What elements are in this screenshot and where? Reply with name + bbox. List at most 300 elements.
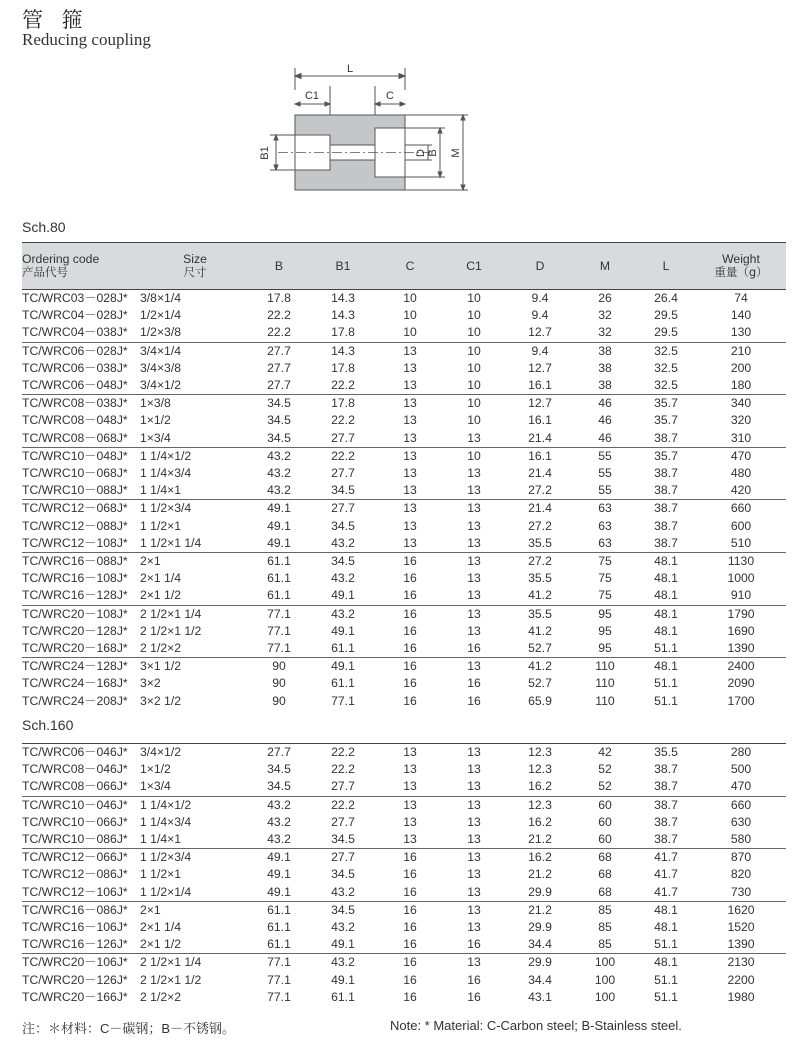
cell-size: 2×1 1/4 (140, 571, 182, 586)
table-row (22, 675, 786, 692)
cell-b: 61.1 (267, 588, 291, 603)
cell-b1: 43.2 (331, 920, 355, 935)
cell-size: 3/4×3/8 (140, 360, 182, 375)
cell-m: 55 (598, 483, 612, 498)
cell-b1: 17.8 (308, 395, 378, 413)
cell-c: 13 (378, 395, 442, 413)
cell-c1: 13 (467, 762, 481, 777)
cell-size: 1×3/4 (140, 779, 171, 794)
cell-b: 22.2 (267, 308, 291, 323)
col-d: D (506, 243, 574, 290)
cell-c: 16 (378, 849, 442, 867)
sch160-table-body (22, 744, 786, 1007)
table-row (22, 605, 786, 623)
sch80-table-body (22, 290, 786, 710)
cell-weight: 1390 (727, 641, 755, 656)
cell-m: 32 (598, 325, 612, 340)
cell-b: 34.5 (267, 762, 291, 777)
cell-size: 1 1/2×3/4 (140, 849, 250, 867)
table-row (22, 919, 786, 936)
cell-c: 13 (403, 535, 417, 550)
cell-size: 1 1/4×1 (140, 483, 182, 498)
cell-weight: 1690 (727, 623, 755, 638)
cell-c1: 16 (467, 989, 481, 1004)
label-B: B (427, 149, 439, 157)
cell-c1: 13 (442, 658, 506, 676)
cell-d: 12.3 (528, 745, 552, 759)
cell-d: 9.4 (531, 291, 549, 305)
cell-c: 16 (403, 571, 417, 586)
cell-b: 77.1 (267, 989, 291, 1004)
col-b: B (250, 243, 308, 290)
cell-l: 35.7 (636, 447, 696, 465)
cell-b: 34.5 (267, 779, 291, 794)
cell-c1: 13 (467, 571, 481, 586)
label-M: M (450, 148, 462, 158)
cell-m: 52 (598, 762, 612, 777)
cell-l: 26.4 (654, 291, 678, 305)
cell-l: 48.1 (654, 571, 678, 586)
cell-c1: 13 (442, 500, 506, 518)
cell-c: 13 (403, 378, 417, 393)
cell-size: 1 1/4×3/4 (140, 814, 192, 829)
cell-d: 34.4 (528, 972, 552, 987)
cell-m: 110 (574, 658, 636, 676)
cell-weight: 210 (696, 342, 786, 360)
cell-d: 41.2 (528, 588, 552, 603)
cell-c: 13 (378, 447, 442, 465)
cell-c1: 10 (467, 378, 481, 393)
cell-size: 1 1/2×1 1/4 (140, 535, 202, 550)
cell-b1: 43.2 (331, 884, 355, 899)
label-B1: B1 (259, 146, 271, 160)
cell-b1: 22.2 (308, 796, 378, 814)
cell-b1: 49.1 (331, 623, 355, 638)
cell-c1: 13 (442, 849, 506, 867)
table-row (22, 360, 786, 377)
table-row (22, 535, 786, 553)
table-row (22, 884, 786, 902)
cell-ordering-code: TC/WRC08－066J* (22, 779, 128, 794)
cell-ordering-code: TC/WRC08－068J* (22, 430, 128, 445)
cell-weight: 480 (730, 466, 752, 481)
cell-size: 3×2 1/2 (140, 693, 182, 708)
cell-b: 49.1 (267, 867, 291, 882)
cell-weight: 2200 (727, 972, 755, 987)
cell-d: 16.1 (528, 378, 552, 393)
cell-ordering-code: TC/WRC08－038J* (22, 395, 140, 413)
cell-ordering-code: TC/WRC16－126J* (22, 937, 128, 952)
cell-d: 21.4 (528, 430, 552, 445)
cell-c: 16 (403, 867, 417, 882)
cell-b: 77.1 (267, 623, 291, 638)
cell-size: 1 1/2×1 (140, 518, 182, 533)
cell-m: 60 (598, 814, 612, 829)
cell-d: 12.7 (528, 360, 552, 375)
cell-b1: 34.5 (308, 901, 378, 919)
cell-ordering-code: TC/WRC06－028J* (22, 342, 140, 360)
cell-c: 13 (403, 483, 417, 498)
cell-d: 12.3 (528, 762, 552, 777)
table-row (22, 623, 786, 640)
table-row (22, 324, 786, 342)
cell-ordering-code: TC/WRC12－106J* (22, 884, 128, 899)
cell-c1: 13 (467, 430, 481, 445)
cell-size: 2 1/2×2 (140, 641, 182, 656)
cell-ordering-code: TC/WRC12－068J* (22, 500, 140, 518)
cell-weight: 660 (696, 796, 786, 814)
cell-b1: 34.5 (308, 553, 378, 571)
sch160-table (22, 743, 786, 1006)
cell-c: 16 (403, 972, 417, 987)
cell-l: 29.5 (654, 325, 678, 340)
cell-c: 16 (403, 693, 417, 708)
cell-c: 13 (403, 779, 417, 794)
table-row (22, 570, 786, 587)
sch160-label: Sch.160 (22, 717, 74, 733)
cell-d: 12.7 (528, 325, 552, 340)
cell-ordering-code: TC/WRC24－168J* (22, 676, 128, 691)
cell-l: 51.1 (654, 989, 678, 1004)
cell-size: 3×2 (140, 676, 161, 691)
cell-l: 48.1 (636, 553, 696, 571)
cell-c1: 10 (467, 291, 481, 305)
cell-d: 21.4 (506, 500, 574, 518)
cell-size: 2 1/2×1 1/4 (140, 954, 250, 972)
cell-b: 43.2 (267, 483, 291, 498)
cell-c: 13 (403, 814, 417, 829)
table-row (22, 849, 786, 867)
col-weight: Weight 重量（g） (696, 243, 786, 290)
cell-size: 1 1/4×1/2 (140, 796, 250, 814)
cell-l: 35.7 (636, 395, 696, 413)
cell-c: 13 (403, 430, 417, 445)
cell-b: 34.5 (267, 413, 291, 428)
cell-ordering-code: TC/WRC20－166J* (22, 989, 128, 1004)
cell-size: 2 1/2×1 1/2 (140, 972, 202, 987)
cell-b1: 34.5 (331, 518, 355, 533)
col-l: L (636, 243, 696, 290)
cell-weight: 1520 (727, 920, 755, 935)
cell-size: 1×1/2 (140, 762, 171, 777)
cell-weight: 420 (730, 483, 752, 498)
cell-size: 1 1/2×3/4 (140, 500, 250, 518)
cell-d: 27.2 (528, 483, 552, 498)
cell-size: 1 1/2×1/4 (140, 884, 192, 899)
cell-size: 3/8×1/4 (140, 291, 182, 305)
cell-c1: 16 (467, 693, 481, 708)
cell-ordering-code: TC/WRC20－168J* (22, 641, 128, 656)
cell-l: 48.1 (654, 588, 678, 603)
table-row (22, 744, 786, 762)
cell-l: 38.7 (654, 518, 678, 533)
cell-m: 68 (574, 849, 636, 867)
cell-c1: 13 (442, 605, 506, 623)
cell-ordering-code: TC/WRC16－088J* (22, 553, 140, 571)
cell-d: 16.1 (506, 447, 574, 465)
cell-l: 38.7 (654, 762, 678, 777)
cell-b1: 43.2 (331, 535, 355, 550)
cell-b: 61.1 (250, 553, 308, 571)
table-row (22, 814, 786, 831)
cell-weight: 2090 (727, 676, 755, 691)
cell-l: 48.1 (654, 920, 678, 935)
cell-size: 2 1/2×2 (140, 989, 182, 1004)
cell-c1: 13 (442, 796, 506, 814)
cell-ordering-code: TC/WRC24－128J* (22, 658, 140, 676)
cell-l: 38.7 (654, 814, 678, 829)
table-row (22, 290, 786, 308)
table-row (22, 430, 786, 448)
cell-c1: 13 (467, 867, 481, 882)
cell-weight: 1000 (727, 571, 755, 586)
table-row (22, 954, 786, 972)
cell-m: 63 (598, 518, 612, 533)
cell-m: 68 (598, 867, 612, 882)
cell-m: 42 (598, 745, 612, 759)
cell-b: 77.1 (267, 641, 291, 656)
cell-b: 27.7 (267, 745, 291, 759)
cell-b1: 49.1 (331, 972, 355, 987)
cell-m: 60 (598, 832, 612, 847)
cell-ordering-code: TC/WRC16－128J* (22, 588, 128, 603)
table-row (22, 307, 786, 324)
cell-d: 16.2 (528, 814, 552, 829)
table-row (22, 500, 786, 518)
cell-c1: 13 (467, 745, 481, 759)
cell-c1: 13 (467, 623, 481, 638)
cell-size: 1×1/2 (140, 413, 171, 428)
cell-m: 46 (598, 430, 612, 445)
cell-c: 16 (403, 920, 417, 935)
table-row (22, 936, 786, 954)
cell-weight: 280 (730, 745, 752, 759)
cell-weight: 600 (730, 518, 752, 533)
cell-size: 1/2×1/4 (140, 308, 182, 323)
cell-b: 61.1 (267, 571, 291, 586)
table-row (22, 465, 786, 482)
cell-d: 16.1 (528, 413, 552, 428)
cell-weight: 1700 (727, 693, 755, 708)
cell-weight: 580 (730, 832, 752, 847)
cell-c: 16 (403, 937, 417, 952)
cell-b: 49.1 (250, 849, 308, 867)
cell-c1: 16 (467, 937, 481, 952)
cell-b1: 14.3 (331, 291, 355, 305)
cell-b1: 27.7 (308, 500, 378, 518)
cell-weight: 730 (730, 884, 752, 899)
cell-ordering-code: TC/WRC04－038J* (22, 325, 128, 340)
cell-c: 13 (378, 342, 442, 360)
cell-c1: 13 (442, 901, 506, 919)
cell-d: 29.9 (528, 884, 552, 899)
cell-l: 51.1 (654, 641, 678, 656)
cell-size: 3×1 1/2 (140, 658, 250, 676)
cell-size: 2×1 1/4 (140, 920, 182, 935)
cell-c: 13 (403, 360, 417, 375)
cell-b1: 22.2 (331, 762, 355, 777)
cell-b1: 27.7 (331, 466, 355, 481)
cell-m: 100 (594, 972, 616, 987)
cell-b1: 61.1 (331, 989, 355, 1004)
cell-m: 95 (598, 623, 612, 638)
cell-l: 48.1 (636, 901, 696, 919)
cell-d: 34.4 (528, 937, 552, 952)
cell-size: 1 1/4×1 (140, 832, 182, 847)
cell-d: 41.2 (528, 623, 552, 638)
cell-weight: 130 (730, 325, 752, 340)
cell-ordering-code: TC/WRC10－046J* (22, 796, 140, 814)
cell-weight: 660 (696, 500, 786, 518)
cell-m: 100 (574, 954, 636, 972)
cell-l: 32.5 (636, 342, 696, 360)
cell-b: 49.1 (267, 884, 291, 899)
cell-c: 16 (403, 676, 417, 691)
col-ordering-code: Ordering code 产品代号 (22, 243, 140, 290)
cell-size: 1×3/4 (140, 430, 171, 445)
cell-m: 63 (574, 500, 636, 518)
cell-b: 90 (272, 693, 286, 708)
cell-c: 13 (403, 762, 417, 777)
cell-ordering-code: TC/WRC16－108J* (22, 571, 128, 586)
cell-d: 27.2 (506, 553, 574, 571)
cell-b1: 77.1 (331, 693, 355, 708)
cell-b1: 43.2 (308, 605, 378, 623)
sch80-header-row (22, 243, 786, 290)
cell-c1: 16 (467, 676, 481, 691)
cell-weight: 180 (730, 378, 752, 393)
cell-weight: 500 (730, 762, 752, 777)
cell-weight: 1980 (727, 989, 755, 1004)
cell-m: 38 (598, 378, 612, 393)
table-row (22, 901, 786, 919)
cell-b1: 22.2 (331, 745, 355, 759)
cell-ordering-code: TC/WRC20－128J* (22, 623, 128, 638)
table-row (22, 377, 786, 395)
cell-m: 55 (598, 466, 612, 481)
cell-m: 85 (598, 937, 612, 952)
cell-l: 35.5 (654, 745, 678, 759)
cell-c1: 10 (467, 325, 481, 340)
cell-d: 12.7 (506, 395, 574, 413)
cell-b1: 34.5 (331, 867, 355, 882)
cell-weight: 820 (730, 867, 752, 882)
cell-l: 48.1 (636, 658, 696, 676)
cell-ordering-code: TC/WRC08－046J* (22, 762, 128, 777)
cell-b1: 22.2 (331, 413, 355, 428)
cell-b: 43.2 (250, 796, 308, 814)
cell-l: 38.7 (654, 483, 678, 498)
cell-l: 38.7 (654, 466, 678, 481)
cell-b: 77.1 (250, 954, 308, 972)
cell-ordering-code: TC/WRC03－028J* (22, 291, 128, 305)
page-title-cn: 管 箍 (22, 8, 89, 32)
cell-b1: 34.5 (331, 832, 355, 847)
cell-weight: 310 (730, 430, 752, 445)
cell-ordering-code: TC/WRC12－108J* (22, 535, 128, 550)
cell-m: 110 (595, 676, 615, 691)
cell-c: 16 (378, 658, 442, 676)
cell-weight: 470 (696, 447, 786, 465)
cell-b: 61.1 (267, 920, 291, 935)
cell-ordering-code: TC/WRC10－068J* (22, 466, 128, 481)
cell-ordering-code: TC/WRC06－048J* (22, 378, 128, 393)
cell-b1: 17.8 (331, 360, 355, 375)
cell-b: 49.1 (267, 518, 291, 533)
cell-ordering-code: TC/WRC20－108J* (22, 605, 140, 623)
table-row (22, 972, 786, 989)
page-title-en: Reducing coupling (22, 30, 151, 49)
cell-c1: 10 (442, 447, 506, 465)
cell-b: 34.5 (250, 395, 308, 413)
cell-ordering-code: TC/WRC08－048J* (22, 413, 128, 428)
cell-c: 10 (403, 291, 417, 305)
cell-m: 110 (595, 693, 615, 708)
cell-d: 16.2 (528, 779, 552, 794)
cell-d: 9.4 (506, 342, 574, 360)
label-C: C (386, 90, 394, 102)
table-row (22, 447, 786, 465)
coupling-drawing (240, 60, 490, 205)
col-b1: B1 (308, 243, 378, 290)
cell-l: 48.1 (654, 623, 678, 638)
cell-weight: 470 (730, 779, 752, 794)
label-C1: C1 (304, 90, 320, 102)
cell-ordering-code: TC/WRC24－208J* (22, 693, 128, 708)
cell-c1: 13 (467, 779, 481, 794)
cell-c1: 10 (467, 360, 481, 375)
table-row (22, 866, 786, 883)
cell-b: 61.1 (267, 937, 291, 952)
cell-weight: 870 (696, 849, 786, 867)
cell-b1: 43.2 (308, 954, 378, 972)
cell-weight: 200 (730, 360, 752, 375)
col-c: C (378, 243, 442, 290)
cell-m: 75 (574, 553, 636, 571)
cell-b1: 49.1 (331, 588, 355, 603)
cell-c: 13 (403, 466, 417, 481)
cell-ordering-code: TC/WRC16－086J* (22, 901, 140, 919)
cell-m: 26 (598, 291, 612, 305)
cell-d: 35.5 (528, 571, 552, 586)
cell-c: 10 (403, 308, 417, 323)
cell-b: 90 (272, 676, 286, 691)
cell-c: 13 (403, 413, 417, 428)
cell-b: 27.7 (267, 360, 291, 375)
cell-d: 21.2 (528, 867, 552, 882)
cell-weight: 910 (730, 588, 752, 603)
cell-c1: 13 (467, 535, 481, 550)
cell-b1: 43.2 (331, 571, 355, 586)
cell-b: 27.7 (267, 378, 291, 393)
cell-b1: 27.7 (308, 849, 378, 867)
cell-b1: 14.3 (308, 342, 378, 360)
cell-size: 2×1 (140, 553, 250, 571)
cell-m: 85 (598, 920, 612, 935)
cell-b: 43.2 (267, 814, 291, 829)
col-m: M (574, 243, 636, 290)
cell-size: 2 1/2×1 1/2 (140, 623, 202, 638)
cell-c1: 13 (467, 814, 481, 829)
cell-size: 1 1/2×1 (140, 867, 182, 882)
table-row (22, 342, 786, 360)
cell-weight: 74 (734, 291, 748, 305)
cell-d: 12.3 (506, 796, 574, 814)
table-row (22, 482, 786, 500)
table-row (22, 989, 786, 1006)
cell-ordering-code: TC/WRC06－038J* (22, 360, 128, 375)
cell-l: 32.5 (654, 360, 678, 375)
